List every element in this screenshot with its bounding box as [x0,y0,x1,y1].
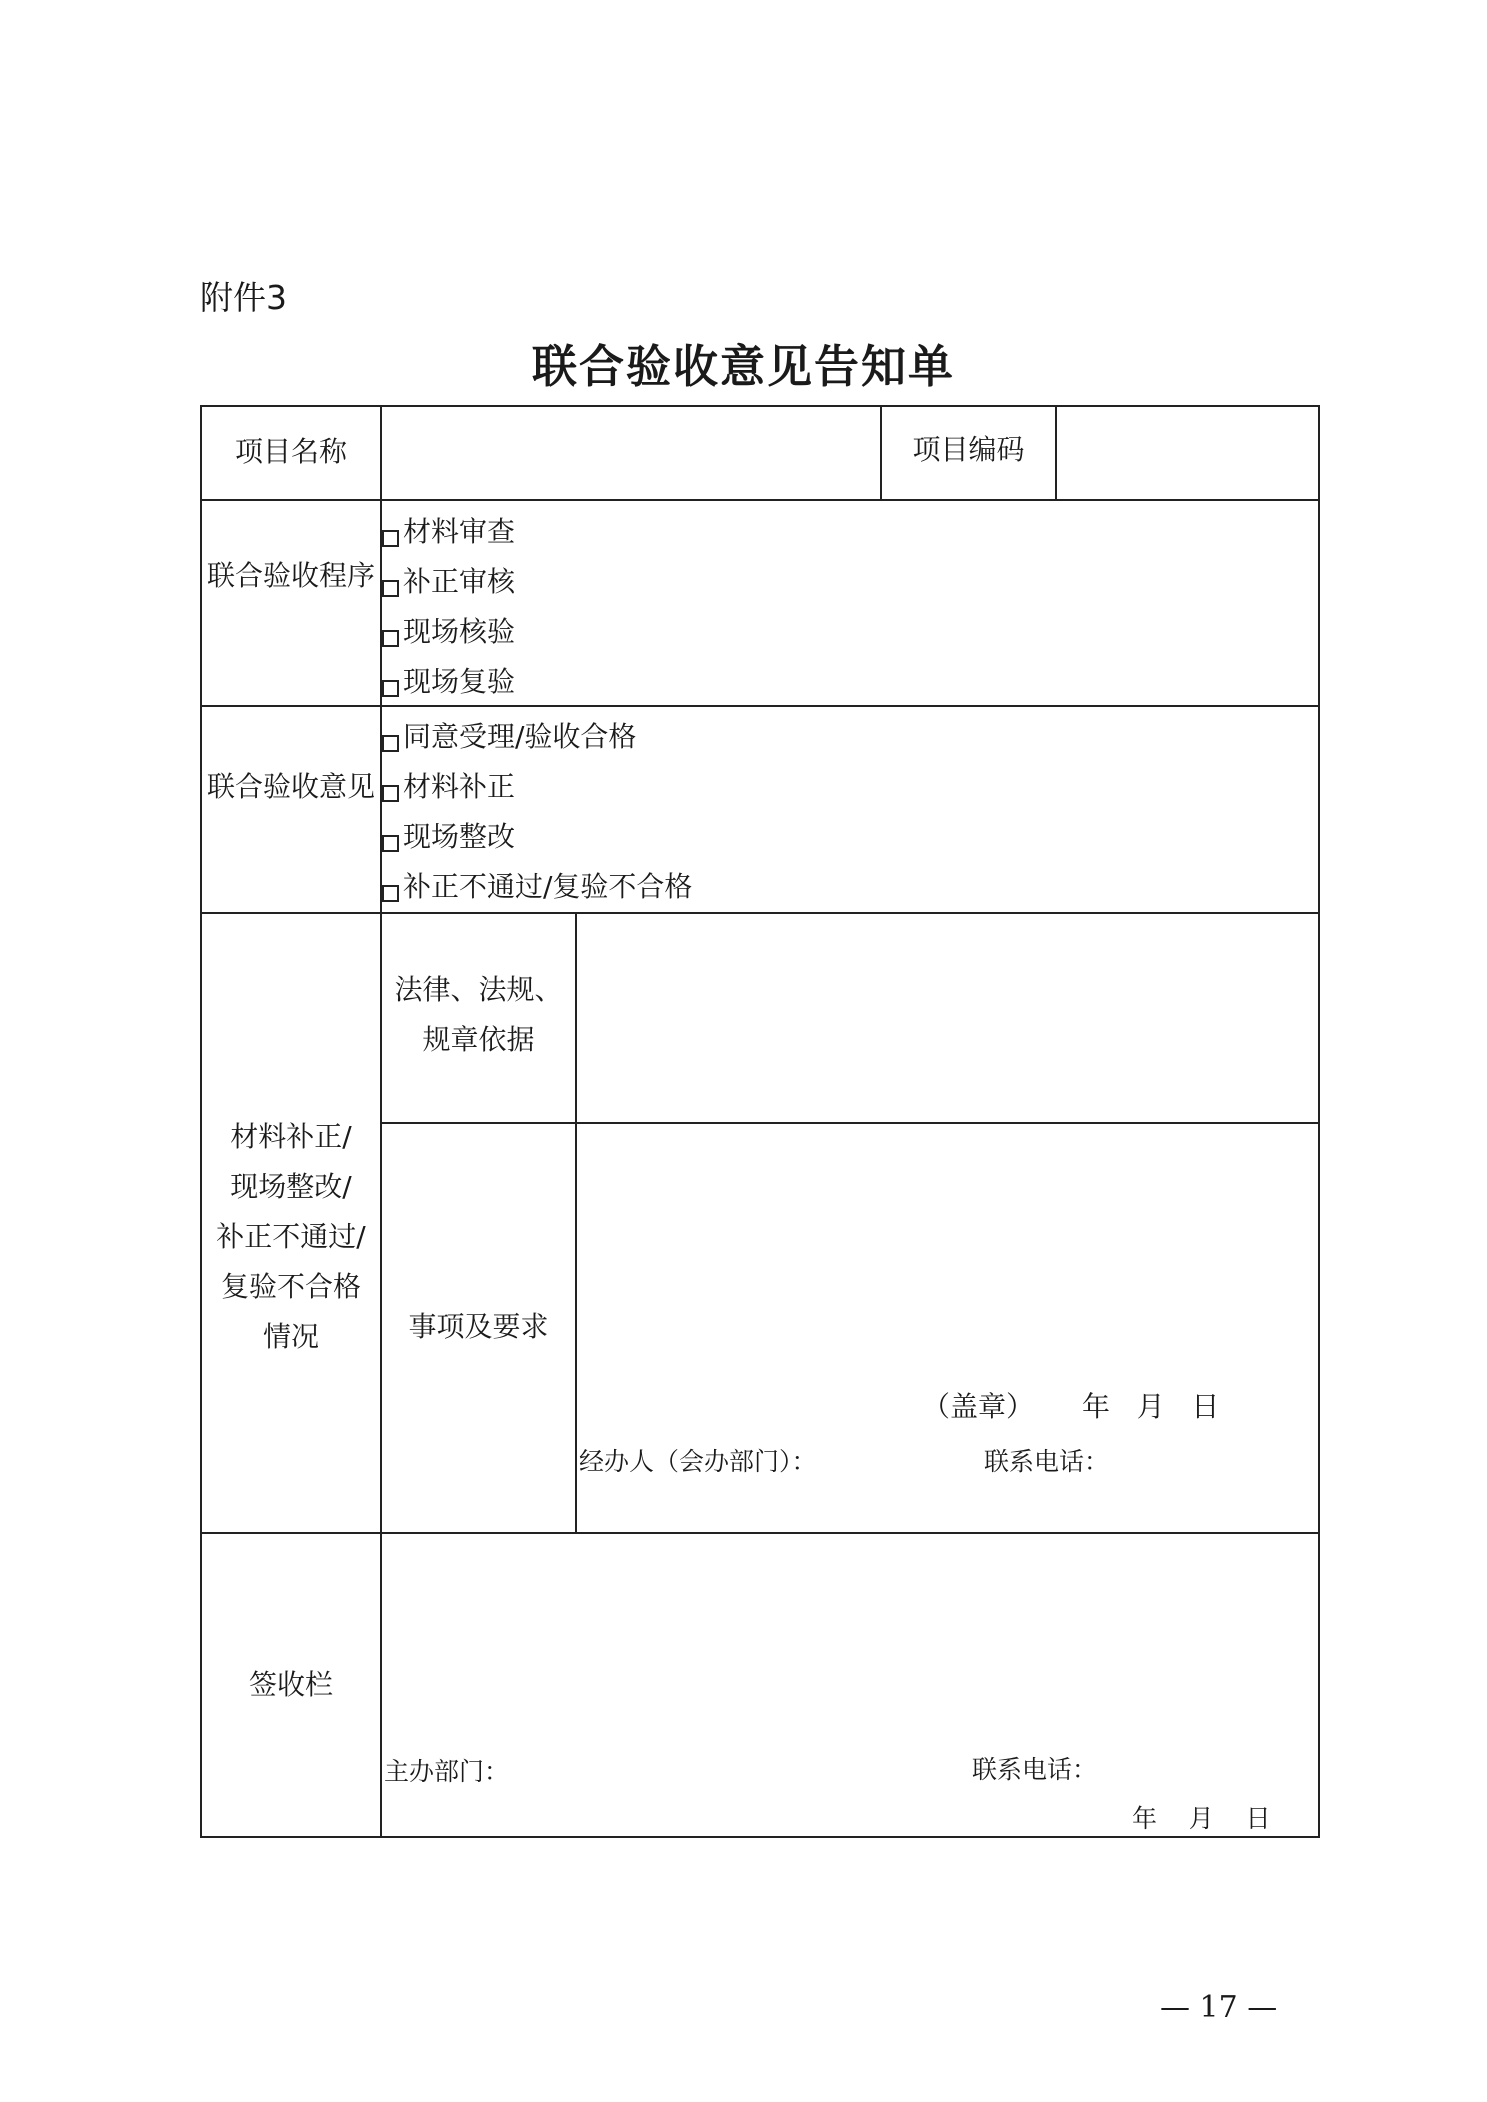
row-divider [202,499,1318,501]
checkbox[interactable] [382,630,399,647]
opinion-option-3[interactable] [382,812,692,862]
checkbox[interactable] [382,680,399,697]
option-label: 材料审查 [403,515,516,548]
form-title: 联合验收意见告知单 [531,340,955,393]
opinion-label-text: 联合验收意见 [206,770,375,803]
situation-label-line: 情况 [262,1320,319,1353]
checkbox[interactable] [382,785,399,802]
project-name-label: 项目名称 [234,435,347,468]
items-requirements-label: 事项及要求 [408,1310,549,1343]
opinion-option-2[interactable] [382,762,692,812]
option-label: 现场复验 [403,665,516,698]
project-name-field[interactable] [382,407,878,499]
procedure-options [382,507,515,707]
project-code-label: 项目编码 [912,433,1025,466]
situation-label-line: 材料补正/ [230,1120,352,1153]
handler-phone-label: 联系电话： [984,1447,1110,1476]
legal-basis-label [382,965,575,1065]
project-code-field[interactable] [1057,407,1320,499]
receipt-label: 签收栏 [248,1668,333,1701]
procedure-label [202,552,380,600]
procedure-option-4[interactable] [382,657,515,707]
procedure-option-1[interactable] [382,507,515,557]
row-divider [202,705,1318,707]
checkbox[interactable] [382,885,399,902]
handler-label: 经办人（会办部门）： [579,1447,817,1476]
legal-basis-label-line: 法律、法规、 [394,973,563,1006]
receipt-phone-label: 联系电话： [972,1755,1098,1784]
situation-label-line: 现场整改/ [230,1170,352,1203]
page-number: — 17 — [1160,1990,1278,2025]
option-label: 现场整改 [403,820,516,853]
acceptance-form-table [200,405,1320,1838]
situation-label-line: 补正不通过/ [216,1220,366,1253]
legal-basis-field[interactable] [577,914,1320,1121]
procedure-option-2[interactable] [382,557,515,607]
option-label: 补正审核 [403,565,516,598]
seal-date: 年 月 日 [1082,1390,1220,1423]
opinion-option-1[interactable] [382,712,692,762]
host-dept-label: 主办部门： [384,1757,510,1786]
checkbox[interactable] [382,735,399,752]
option-label: 补正不通过/复验不合格 [403,870,693,903]
option-label: 现场核验 [403,615,516,648]
procedure-option-3[interactable] [382,607,515,657]
situation-label-line: 复验不合格 [220,1270,361,1303]
opinion-option-4[interactable] [382,862,692,912]
option-label: 材料补正 [403,770,516,803]
checkbox[interactable] [382,580,399,597]
attachment-label: 附件3 [200,278,287,317]
option-label: 同意受理/验收合格 [403,720,637,753]
legal-basis-label-line: 规章依据 [422,1023,535,1056]
situation-label [202,1112,380,1362]
checkbox[interactable] [382,530,399,547]
procedure-label-text: 联合验收程序 [206,559,375,592]
receipt-date: 年 月 日 [1132,1804,1271,1833]
receipt-field[interactable] [382,1534,1320,1838]
checkbox[interactable] [382,835,399,852]
opinion-label [202,762,380,812]
seal-text: （盖章） [922,1390,1035,1423]
opinion-options [382,712,692,912]
